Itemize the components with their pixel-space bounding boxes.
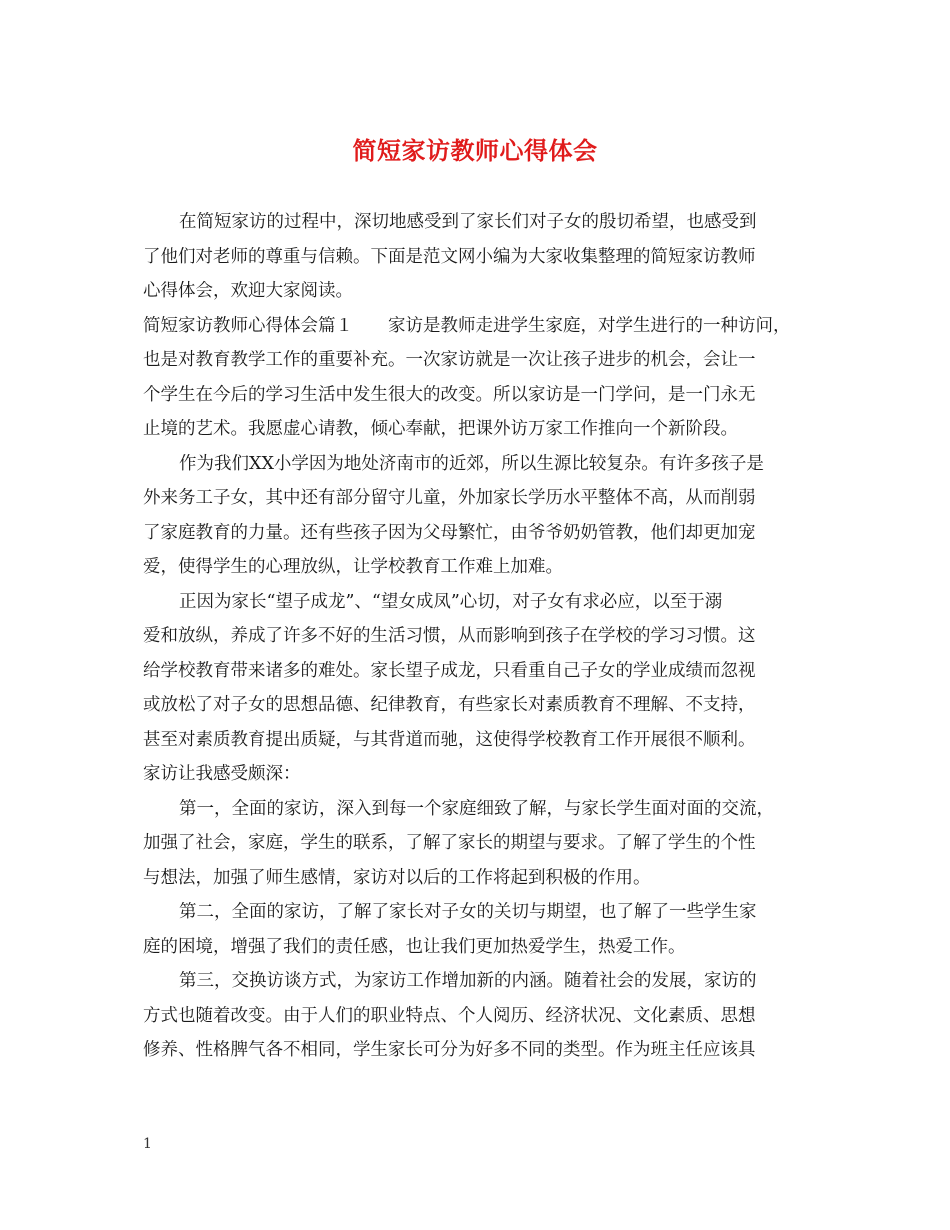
text-line: 第二，全面的家访，了解了家长对子女的关切与期望，也了解了一些学生家 bbox=[179, 902, 757, 922]
text-line: 庭的困境，增强了我们的责任感，也让我们更加热爱学生，热爱工作。 bbox=[143, 936, 686, 957]
text-line: 了家庭教育的力量。还有些孩子因为父母繁忙，由爷爷奶奶管教，他们却更加宠 bbox=[143, 522, 756, 543]
text-line: 第三，交换访谈方式，为家访工作增加新的内涵。随着社会的发展，家访的 bbox=[179, 971, 757, 991]
document-title: 简短家访教师心得体会 bbox=[352, 136, 598, 165]
text-line: 止境的艺术。我愿虚心请教，倾心奉献，把课外访万家工作推向一个新阶段。 bbox=[143, 419, 738, 439]
text-line: 心得体会，欢迎大家阅读。 bbox=[143, 281, 353, 301]
text-line: 在简短家访的过程中，深切地感受到了家长们对子女的殷切希望，也感受到 bbox=[179, 212, 757, 232]
text-line: 给学校教育带来诸多的难处。家长望子成龙，只看重自己子女的学业成绩而忽视 bbox=[143, 660, 756, 681]
text-line: 第一，全面的家访，深入到每一个家庭细致了解，与家长学生面对面的交流， bbox=[179, 798, 774, 819]
text-line: 与想法，加强了师生感情，家访对以后的工作将起到积极的作用。 bbox=[143, 867, 651, 888]
text-line: 也是对教育教学工作的重要补充。一次家访就是一次让孩子进步的机会，会让一 bbox=[143, 350, 756, 370]
text-line: 方式也随着改变。由于人们的职业特点、个人阅历、经济状况、文化素质、思想 bbox=[143, 1005, 756, 1026]
text-line: 个学生在今后的学习生活中发生很大的改变。所以家访是一门学问，是一门永无 bbox=[143, 384, 756, 405]
text-line: 简短家访教师心得体会篇１ 家访是教师走进学生家庭，对学生进行的一种访问， bbox=[143, 315, 791, 336]
text-line: 家访让我感受颇深： bbox=[143, 764, 301, 784]
page-number: 1 bbox=[143, 1136, 152, 1152]
text-line: 正因为家长“望子成龙”、“望女成凤”心切，对子女有求必应，以至于溺 bbox=[179, 591, 723, 612]
text-line: 修养、性格脾气各不相同，学生家长可分为好多不同的类型。作为班主任应该具 bbox=[143, 1040, 756, 1060]
text-line: 外来务工子女，其中还有部分留守儿童，外加家长学历水平整体不高，从而削弱 bbox=[143, 488, 756, 508]
text-line: 或放松了对子女的思想品德、纪律教育，有些家长对素质教育不理解、不支持， bbox=[143, 695, 756, 715]
text-line: 加强了社会，家庭，学生的联系，了解了家长的期望与要求。了解了学生的个性 bbox=[143, 833, 756, 853]
text-line: 爱和放纵，养成了许多不好的生活习惯，从而影响到孩子在学校的学习习惯。这 bbox=[143, 626, 756, 646]
text-line: 作为我们XX小学因为地处济南市的近郊，所以生源比较复杂。有许多孩子是 bbox=[179, 453, 764, 474]
text-line: 爱，使得学生的心理放纵，让学校教育工作难上加难。 bbox=[143, 557, 563, 577]
text-line: 甚至对素质教育提出质疑，与其背道而驰，这使得学校教育工作开展很不顺利。 bbox=[143, 729, 756, 750]
document-body bbox=[143, 205, 823, 1068]
text-line: 了他们对老师的尊重与信赖。下面是范文网小编为大家收集整理的简短家访教师 bbox=[143, 246, 756, 267]
